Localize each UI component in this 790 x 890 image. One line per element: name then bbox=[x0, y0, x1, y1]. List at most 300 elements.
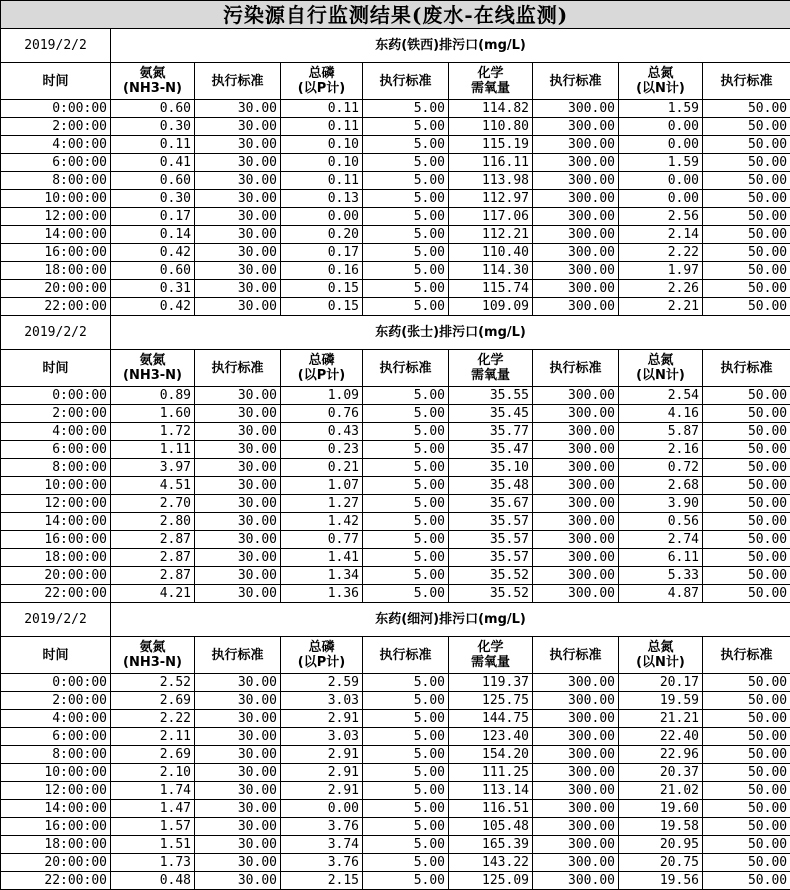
table-cell: 5.00 bbox=[363, 441, 449, 459]
column-header-line: 时间 bbox=[4, 74, 107, 89]
table-cell: 50.00 bbox=[703, 172, 790, 190]
column-header-line: (以P计) bbox=[284, 81, 359, 96]
table-cell: 30.00 bbox=[195, 405, 281, 423]
column-header bbox=[281, 350, 363, 387]
table-cell: 1.59 bbox=[619, 100, 703, 118]
column-header-line: 氨氮 bbox=[114, 66, 191, 81]
table-cell: 19.56 bbox=[619, 872, 703, 890]
table-cell: 1.42 bbox=[281, 513, 363, 531]
table-cell: 0.10 bbox=[281, 154, 363, 172]
table-cell: 50.00 bbox=[703, 298, 790, 316]
table-cell: 5.00 bbox=[363, 818, 449, 836]
table-cell: 2.15 bbox=[281, 872, 363, 890]
table-cell: 0.43 bbox=[281, 423, 363, 441]
table-cell: 2.22 bbox=[111, 710, 195, 728]
column-header-row bbox=[1, 637, 790, 674]
table-cell: 19.60 bbox=[619, 800, 703, 818]
table-cell: 4.16 bbox=[619, 405, 703, 423]
table-cell: 113.98 bbox=[449, 172, 533, 190]
table-cell: 14:00:00 bbox=[1, 800, 111, 818]
table-cell: 30.00 bbox=[195, 262, 281, 280]
table-cell: 30.00 bbox=[195, 244, 281, 262]
column-header bbox=[1, 637, 111, 674]
table-row bbox=[1, 567, 790, 585]
table-cell: 300.00 bbox=[533, 172, 619, 190]
table-cell: 30.00 bbox=[195, 280, 281, 298]
column-header bbox=[195, 637, 281, 674]
column-header-line: 时间 bbox=[4, 648, 107, 663]
table-row bbox=[1, 226, 790, 244]
table-cell: 22.40 bbox=[619, 728, 703, 746]
section-header-row bbox=[1, 29, 790, 63]
table-cell: 2:00:00 bbox=[1, 118, 111, 136]
table-cell: 50.00 bbox=[703, 764, 790, 782]
table-cell: 300.00 bbox=[533, 800, 619, 818]
table-cell: 0.89 bbox=[111, 387, 195, 405]
table-cell: 5.00 bbox=[363, 298, 449, 316]
table-cell: 50.00 bbox=[703, 100, 790, 118]
table-cell: 5.00 bbox=[363, 262, 449, 280]
column-header-row bbox=[1, 63, 790, 100]
section-date: 2019/2/2 bbox=[1, 316, 111, 350]
table-row bbox=[1, 118, 790, 136]
table-cell: 2.14 bbox=[619, 226, 703, 244]
table-cell: 300.00 bbox=[533, 854, 619, 872]
table-row bbox=[1, 549, 790, 567]
table-cell: 300.00 bbox=[533, 477, 619, 495]
table-cell: 35.67 bbox=[449, 495, 533, 513]
table-cell: 0.00 bbox=[619, 190, 703, 208]
column-header-line: (以P计) bbox=[284, 368, 359, 383]
column-header-line: 化学 bbox=[452, 640, 529, 655]
table-cell: 2.80 bbox=[111, 513, 195, 531]
column-header bbox=[111, 637, 195, 674]
table-cell: 5.00 bbox=[363, 172, 449, 190]
table-cell: 5.00 bbox=[363, 154, 449, 172]
table-row bbox=[1, 531, 790, 549]
table-cell: 143.22 bbox=[449, 854, 533, 872]
table-cell: 30.00 bbox=[195, 782, 281, 800]
table-cell: 30.00 bbox=[195, 513, 281, 531]
table-cell: 116.51 bbox=[449, 800, 533, 818]
table-cell: 3.03 bbox=[281, 692, 363, 710]
column-header-line: (NH3-N) bbox=[114, 368, 191, 383]
table-row bbox=[1, 674, 790, 692]
table-cell: 16:00:00 bbox=[1, 531, 111, 549]
column-header-line: 需氧量 bbox=[452, 81, 529, 96]
table-cell: 300.00 bbox=[533, 226, 619, 244]
table-cell: 5.00 bbox=[363, 459, 449, 477]
table-cell: 1.07 bbox=[281, 477, 363, 495]
table-cell: 30.00 bbox=[195, 800, 281, 818]
table-cell: 5.00 bbox=[363, 549, 449, 567]
table-cell: 0.00 bbox=[281, 208, 363, 226]
column-header-line: 执行标准 bbox=[198, 361, 277, 376]
table-cell: 4.51 bbox=[111, 477, 195, 495]
table-row bbox=[1, 854, 790, 872]
table-cell: 6:00:00 bbox=[1, 728, 111, 746]
table-cell: 300.00 bbox=[533, 872, 619, 890]
table-cell: 0.56 bbox=[619, 513, 703, 531]
table-cell: 1.41 bbox=[281, 549, 363, 567]
table-cell: 5.00 bbox=[363, 495, 449, 513]
table-cell: 5.00 bbox=[363, 226, 449, 244]
table-cell: 300.00 bbox=[533, 567, 619, 585]
table-cell: 35.57 bbox=[449, 549, 533, 567]
table-cell: 1.57 bbox=[111, 818, 195, 836]
table-cell: 0.17 bbox=[111, 208, 195, 226]
table-row bbox=[1, 495, 790, 513]
table-row bbox=[1, 800, 790, 818]
table-cell: 144.75 bbox=[449, 710, 533, 728]
table-cell: 5.00 bbox=[363, 100, 449, 118]
column-header-line: (NH3-N) bbox=[114, 81, 191, 96]
table-cell: 300.00 bbox=[533, 190, 619, 208]
column-header bbox=[1, 63, 111, 100]
table-cell: 35.10 bbox=[449, 459, 533, 477]
table-cell: 19.58 bbox=[619, 818, 703, 836]
table-cell: 30.00 bbox=[195, 459, 281, 477]
table-cell: 117.06 bbox=[449, 208, 533, 226]
column-header bbox=[449, 63, 533, 100]
table-cell: 5.00 bbox=[363, 746, 449, 764]
table-cell: 300.00 bbox=[533, 710, 619, 728]
table-cell: 300.00 bbox=[533, 441, 619, 459]
table-cell: 0.21 bbox=[281, 459, 363, 477]
table-cell: 0.77 bbox=[281, 531, 363, 549]
table-cell: 0:00:00 bbox=[1, 674, 111, 692]
column-header-line: 化学 bbox=[452, 66, 529, 81]
table-cell: 0.11 bbox=[281, 100, 363, 118]
table-cell: 18:00:00 bbox=[1, 262, 111, 280]
table-cell: 0.42 bbox=[111, 244, 195, 262]
table-cell: 5.00 bbox=[363, 674, 449, 692]
title-row bbox=[1, 1, 790, 29]
table-cell: 12:00:00 bbox=[1, 495, 111, 513]
table-cell: 1.11 bbox=[111, 441, 195, 459]
column-header-line: 时间 bbox=[4, 361, 107, 376]
section-outlet-title: 东药(张士)排污口(mg/L) bbox=[111, 316, 790, 350]
table-cell: 5.00 bbox=[363, 567, 449, 585]
table-cell: 2.87 bbox=[111, 567, 195, 585]
table-cell: 50.00 bbox=[703, 674, 790, 692]
table-cell: 0.00 bbox=[619, 172, 703, 190]
table-cell: 1.09 bbox=[281, 387, 363, 405]
section-header-row bbox=[1, 316, 790, 350]
column-header-line: 执行标准 bbox=[706, 648, 787, 663]
table-cell: 3.97 bbox=[111, 459, 195, 477]
column-header-line: 执行标准 bbox=[536, 361, 615, 376]
table-cell: 154.20 bbox=[449, 746, 533, 764]
table-cell: 22:00:00 bbox=[1, 585, 111, 603]
table-cell: 6.11 bbox=[619, 549, 703, 567]
table-cell: 300.00 bbox=[533, 549, 619, 567]
table-row bbox=[1, 836, 790, 854]
table-cell: 300.00 bbox=[533, 513, 619, 531]
column-header bbox=[1, 350, 111, 387]
column-header bbox=[703, 350, 790, 387]
table-cell: 0.11 bbox=[111, 136, 195, 154]
table-cell: 0.00 bbox=[619, 118, 703, 136]
table-cell: 30.00 bbox=[195, 872, 281, 890]
table-cell: 1.72 bbox=[111, 423, 195, 441]
table-cell: 35.52 bbox=[449, 585, 533, 603]
table-cell: 30.00 bbox=[195, 531, 281, 549]
section-outlet-title: 东药(铁西)排污口(mg/L) bbox=[111, 29, 790, 63]
table-cell: 300.00 bbox=[533, 387, 619, 405]
table-cell: 105.48 bbox=[449, 818, 533, 836]
table-cell: 18:00:00 bbox=[1, 549, 111, 567]
table-cell: 20.75 bbox=[619, 854, 703, 872]
table-cell: 300.00 bbox=[533, 405, 619, 423]
table-cell: 30.00 bbox=[195, 172, 281, 190]
table-cell: 2.87 bbox=[111, 531, 195, 549]
table-cell: 111.25 bbox=[449, 764, 533, 782]
table-cell: 30.00 bbox=[195, 818, 281, 836]
table-cell: 300.00 bbox=[533, 262, 619, 280]
table-cell: 1.51 bbox=[111, 836, 195, 854]
table-cell: 30.00 bbox=[195, 728, 281, 746]
table-cell: 2.21 bbox=[619, 298, 703, 316]
table-cell: 35.47 bbox=[449, 441, 533, 459]
table-cell: 300.00 bbox=[533, 692, 619, 710]
table-cell: 110.40 bbox=[449, 244, 533, 262]
table-cell: 20:00:00 bbox=[1, 854, 111, 872]
table-cell: 5.00 bbox=[363, 280, 449, 298]
table-cell: 5.00 bbox=[363, 208, 449, 226]
table-cell: 10:00:00 bbox=[1, 477, 111, 495]
table-cell: 20.95 bbox=[619, 836, 703, 854]
table-cell: 50.00 bbox=[703, 190, 790, 208]
table-cell: 2.10 bbox=[111, 764, 195, 782]
table-cell: 119.37 bbox=[449, 674, 533, 692]
table-row bbox=[1, 818, 790, 836]
column-header bbox=[111, 350, 195, 387]
table-row bbox=[1, 154, 790, 172]
column-header bbox=[533, 63, 619, 100]
table-cell: 2:00:00 bbox=[1, 692, 111, 710]
table-cell: 300.00 bbox=[533, 423, 619, 441]
table-cell: 0.42 bbox=[111, 298, 195, 316]
table-cell: 1.74 bbox=[111, 782, 195, 800]
table-cell: 50.00 bbox=[703, 226, 790, 244]
column-header-line: 执行标准 bbox=[366, 74, 445, 89]
table-cell: 22.96 bbox=[619, 746, 703, 764]
table-cell: 30.00 bbox=[195, 208, 281, 226]
table-cell: 2.11 bbox=[111, 728, 195, 746]
table-cell: 300.00 bbox=[533, 818, 619, 836]
column-header-row bbox=[1, 350, 790, 387]
table-cell: 5.00 bbox=[363, 872, 449, 890]
column-header-line: 总磷 bbox=[284, 66, 359, 81]
table-cell: 50.00 bbox=[703, 549, 790, 567]
table-cell: 300.00 bbox=[533, 208, 619, 226]
table-cell: 50.00 bbox=[703, 477, 790, 495]
table-cell: 116.11 bbox=[449, 154, 533, 172]
table-cell: 300.00 bbox=[533, 585, 619, 603]
table-cell: 300.00 bbox=[533, 782, 619, 800]
column-header-line: 总氮 bbox=[622, 66, 699, 81]
table-cell: 50.00 bbox=[703, 405, 790, 423]
table-cell: 50.00 bbox=[703, 244, 790, 262]
table-cell: 50.00 bbox=[703, 836, 790, 854]
table-cell: 35.45 bbox=[449, 405, 533, 423]
table-cell: 50.00 bbox=[703, 154, 790, 172]
table-cell: 50.00 bbox=[703, 818, 790, 836]
table-cell: 165.39 bbox=[449, 836, 533, 854]
table-cell: 1.36 bbox=[281, 585, 363, 603]
table-cell: 30.00 bbox=[195, 567, 281, 585]
table-cell: 0.31 bbox=[111, 280, 195, 298]
column-header-line: 化学 bbox=[452, 353, 529, 368]
table-cell: 14:00:00 bbox=[1, 226, 111, 244]
table-row bbox=[1, 262, 790, 280]
table-cell: 5.00 bbox=[363, 836, 449, 854]
table-cell: 30.00 bbox=[195, 477, 281, 495]
table-cell: 50.00 bbox=[703, 280, 790, 298]
table-cell: 16:00:00 bbox=[1, 244, 111, 262]
column-header-line: 总磷 bbox=[284, 640, 359, 655]
table-cell: 115.19 bbox=[449, 136, 533, 154]
table-row bbox=[1, 190, 790, 208]
table-row bbox=[1, 387, 790, 405]
column-header bbox=[111, 63, 195, 100]
table-cell: 35.57 bbox=[449, 513, 533, 531]
table-cell: 113.14 bbox=[449, 782, 533, 800]
table-cell: 3.74 bbox=[281, 836, 363, 854]
table-cell: 35.77 bbox=[449, 423, 533, 441]
table-cell: 5.00 bbox=[363, 800, 449, 818]
table-cell: 300.00 bbox=[533, 280, 619, 298]
table-cell: 4.87 bbox=[619, 585, 703, 603]
table-cell: 18:00:00 bbox=[1, 836, 111, 854]
table-cell: 300.00 bbox=[533, 244, 619, 262]
table-cell: 0.13 bbox=[281, 190, 363, 208]
table-cell: 300.00 bbox=[533, 836, 619, 854]
table-cell: 50.00 bbox=[703, 459, 790, 477]
table-cell: 1.27 bbox=[281, 495, 363, 513]
column-header-line: 执行标准 bbox=[706, 74, 787, 89]
table-cell: 2.22 bbox=[619, 244, 703, 262]
table-row bbox=[1, 244, 790, 262]
table-cell: 10:00:00 bbox=[1, 764, 111, 782]
table-cell: 8:00:00 bbox=[1, 459, 111, 477]
column-header bbox=[619, 63, 703, 100]
table-row bbox=[1, 477, 790, 495]
column-header bbox=[195, 63, 281, 100]
table-cell: 5.00 bbox=[363, 692, 449, 710]
table-cell: 22:00:00 bbox=[1, 298, 111, 316]
table-cell: 1.59 bbox=[619, 154, 703, 172]
table-cell: 3.76 bbox=[281, 818, 363, 836]
table-cell: 2:00:00 bbox=[1, 405, 111, 423]
table-cell: 30.00 bbox=[195, 100, 281, 118]
table-cell: 20:00:00 bbox=[1, 567, 111, 585]
column-header-line: 执行标准 bbox=[198, 74, 277, 89]
column-header-line: (以N计) bbox=[622, 81, 699, 96]
table-cell: 4:00:00 bbox=[1, 136, 111, 154]
table-cell: 30.00 bbox=[195, 387, 281, 405]
column-header-line: (以P计) bbox=[284, 655, 359, 670]
column-header-line: 总氮 bbox=[622, 640, 699, 655]
table-cell: 0.76 bbox=[281, 405, 363, 423]
section-date: 2019/2/2 bbox=[1, 29, 111, 63]
table-cell: 1.34 bbox=[281, 567, 363, 585]
table-cell: 5.33 bbox=[619, 567, 703, 585]
table-row bbox=[1, 298, 790, 316]
table-cell: 50.00 bbox=[703, 531, 790, 549]
section-header-row bbox=[1, 603, 790, 637]
table-cell: 300.00 bbox=[533, 136, 619, 154]
table-cell: 1.73 bbox=[111, 854, 195, 872]
table-row bbox=[1, 746, 790, 764]
table-cell: 8:00:00 bbox=[1, 172, 111, 190]
table-cell: 0.00 bbox=[619, 136, 703, 154]
table-cell: 5.00 bbox=[363, 244, 449, 262]
table-cell: 50.00 bbox=[703, 387, 790, 405]
column-header-line: 总氮 bbox=[622, 353, 699, 368]
table-row bbox=[1, 513, 790, 531]
table-cell: 0.00 bbox=[281, 800, 363, 818]
table-row bbox=[1, 585, 790, 603]
table-cell: 30.00 bbox=[195, 441, 281, 459]
column-header bbox=[195, 350, 281, 387]
table-cell: 5.00 bbox=[363, 136, 449, 154]
column-header bbox=[533, 350, 619, 387]
table-row bbox=[1, 728, 790, 746]
table-cell: 2.87 bbox=[111, 549, 195, 567]
table-cell: 300.00 bbox=[533, 746, 619, 764]
table-cell: 0:00:00 bbox=[1, 100, 111, 118]
table-cell: 123.40 bbox=[449, 728, 533, 746]
table-cell: 0.20 bbox=[281, 226, 363, 244]
table-cell: 2.69 bbox=[111, 692, 195, 710]
table-cell: 6:00:00 bbox=[1, 154, 111, 172]
column-header-line: 总磷 bbox=[284, 353, 359, 368]
table-cell: 2.54 bbox=[619, 387, 703, 405]
table-cell: 50.00 bbox=[703, 423, 790, 441]
column-header-line: (以N计) bbox=[622, 655, 699, 670]
table-cell: 300.00 bbox=[533, 154, 619, 172]
column-header-line: 氨氮 bbox=[114, 640, 191, 655]
table-cell: 30.00 bbox=[195, 710, 281, 728]
table-cell: 30.00 bbox=[195, 854, 281, 872]
table-cell: 50.00 bbox=[703, 710, 790, 728]
table-cell: 50.00 bbox=[703, 495, 790, 513]
table-cell: 0.60 bbox=[111, 262, 195, 280]
table-cell: 2.91 bbox=[281, 710, 363, 728]
table-cell: 0.16 bbox=[281, 262, 363, 280]
table-row bbox=[1, 764, 790, 782]
table-cell: 30.00 bbox=[195, 549, 281, 567]
table-cell: 3.76 bbox=[281, 854, 363, 872]
column-header bbox=[703, 637, 790, 674]
column-header bbox=[449, 350, 533, 387]
table-cell: 114.82 bbox=[449, 100, 533, 118]
table-cell: 30.00 bbox=[195, 118, 281, 136]
column-header-line: (以N计) bbox=[622, 368, 699, 383]
table-cell: 35.48 bbox=[449, 477, 533, 495]
table-cell: 4:00:00 bbox=[1, 423, 111, 441]
table-cell: 0.41 bbox=[111, 154, 195, 172]
table-cell: 35.57 bbox=[449, 531, 533, 549]
table-cell: 0:00:00 bbox=[1, 387, 111, 405]
table-cell: 110.80 bbox=[449, 118, 533, 136]
table-cell: 5.00 bbox=[363, 854, 449, 872]
table-cell: 5.00 bbox=[363, 423, 449, 441]
table-cell: 30.00 bbox=[195, 585, 281, 603]
table-cell: 20.17 bbox=[619, 674, 703, 692]
